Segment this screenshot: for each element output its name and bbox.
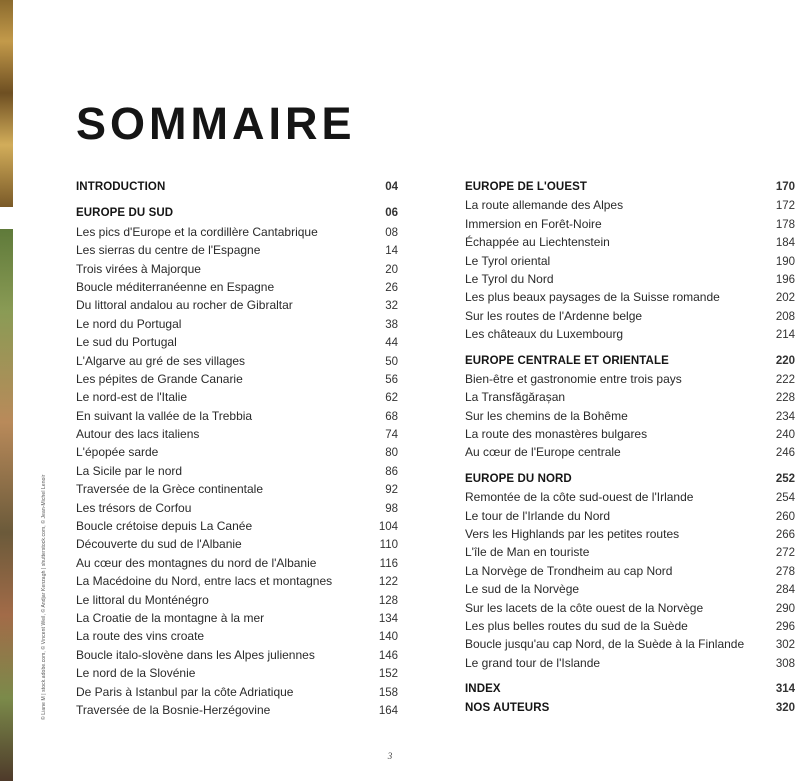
toc-entry [76, 591, 398, 609]
toc-entry [465, 288, 795, 306]
entry-page-number: 272 [775, 547, 795, 560]
toc-entry [76, 370, 398, 388]
toc-entry [76, 701, 398, 719]
entry-page-number: 26 [385, 281, 398, 294]
toc-entry [76, 572, 398, 590]
toc-entry [465, 325, 795, 343]
entry-page-number: 158 [378, 686, 398, 699]
toc-entry [76, 480, 398, 498]
entry-page-number: 308 [775, 657, 795, 670]
section-title: EUROPE DU NORD [465, 472, 572, 485]
entry-page-number: 254 [775, 492, 795, 505]
entry-title: Boucle crétoise depuis La Canée [76, 519, 253, 534]
toc-entry [465, 507, 795, 525]
toc-entry [76, 609, 398, 627]
section-title: NOS AUTEURS [465, 701, 550, 714]
entry-title: Le nord de la Slovénie [76, 666, 196, 681]
toc-entry [76, 223, 398, 241]
page-title: SOMMAIRE [76, 98, 356, 149]
entry-page-number: 260 [775, 510, 795, 523]
toc-entry [465, 543, 795, 561]
entry-title: Les pépites de Grande Canarie [76, 371, 243, 386]
entry-page-number: 50 [385, 355, 398, 368]
entry-title: Les plus belles routes du sud de la Suède [465, 618, 688, 633]
entry-page-number: 222 [775, 373, 795, 386]
entry-page-number: 32 [385, 300, 398, 313]
toc-entry [465, 425, 795, 443]
entry-page-number: 110 [379, 539, 398, 552]
toc-entry [76, 278, 398, 296]
toc-entry [76, 535, 398, 553]
entry-title: Sur les routes de l'Ardenne belge [465, 308, 643, 323]
section-heading-introduction [76, 178, 398, 196]
section-heading-europe-de-l-ouest [465, 178, 795, 196]
entry-title: Découverte du sud de l'Albanie [76, 537, 242, 552]
toc-section-europe-centrale-et-orientale [465, 352, 795, 462]
toc-entry [465, 388, 795, 406]
toc-entry [465, 443, 795, 461]
toc-section-europe-de-l-ouest [465, 178, 795, 344]
toc-entry [76, 627, 398, 645]
toc-entry [465, 252, 795, 270]
toc-entry [465, 599, 795, 617]
entry-title: Au cœur de l'Europe centrale [465, 445, 621, 460]
toc-right-column [465, 178, 795, 725]
entry-page-number: 214 [775, 329, 795, 342]
entry-page-number: 104 [378, 521, 398, 534]
entry-page-number: 122 [378, 576, 398, 589]
entry-page-number: 140 [378, 631, 398, 644]
toc-entry [76, 462, 398, 480]
toc-entry [465, 215, 795, 233]
entry-title: Échappée au Liechtenstein [465, 235, 610, 250]
entry-title: En suivant la vallée de la Trebbia [76, 408, 253, 423]
toc-entry [465, 270, 795, 288]
photo-gap [0, 207, 13, 229]
toc-entry [76, 443, 398, 461]
entry-title: Les plus beaux paysages de la Suisse romande [465, 290, 720, 305]
entry-title: Remontée de la côte sud-ouest de l'Irlande [465, 490, 694, 505]
section-heading-index [465, 680, 795, 698]
entry-page-number: 92 [385, 484, 398, 497]
entry-page-number: 152 [378, 668, 398, 681]
section-heading-nos-auteurs [465, 699, 795, 717]
left-photo-strip [0, 0, 13, 781]
entry-page-number: 68 [385, 410, 398, 423]
entry-page-number: 172 [775, 200, 795, 213]
entry-page-number: 208 [775, 310, 795, 323]
entry-page-number: 128 [378, 594, 398, 607]
entry-page-number: 184 [775, 237, 795, 250]
toc-entry [76, 260, 398, 278]
toc-entry [76, 315, 398, 333]
entry-title: Traversée de la Grèce continentale [76, 482, 263, 497]
entry-title: Bien-être et gastronomie entre trois pays [465, 371, 682, 386]
section-page-number: 314 [775, 683, 795, 696]
photo-credits: © Liane M | stock.adobe.com, © Vincent Weil, © Andjar Kenzagh | shutterstock.com, © Jean-Michel Lenoir [41, 474, 47, 720]
entry-page-number: 202 [775, 292, 795, 305]
toc-entry [76, 683, 398, 701]
entry-page-number: 178 [775, 218, 795, 231]
toc-entry [465, 562, 795, 580]
entry-title: La Croatie de la montagne à la mer [76, 610, 265, 625]
entry-title: Le sud de la Norvège [465, 582, 580, 597]
toc-entry [465, 654, 795, 672]
entry-title: Les sierras du centre de l'Espagne [76, 243, 261, 258]
toc-section-index [465, 680, 795, 698]
toc-entry [465, 617, 795, 635]
toc-section-nos-auteurs [465, 699, 795, 717]
entry-page-number: 38 [385, 318, 398, 331]
entry-title: La Norvège de Trondheim au cap Nord [465, 563, 673, 578]
entry-page-number: 302 [775, 639, 795, 652]
entry-page-number: 278 [775, 565, 795, 578]
toc-entry [76, 664, 398, 682]
section-page-number: 220 [775, 354, 795, 367]
entry-title: Vers les Highlands par les petites routes [465, 527, 680, 542]
entry-page-number: 08 [385, 226, 398, 239]
section-title: EUROPE CENTRALE ET ORIENTALE [465, 354, 669, 367]
toc-entry [76, 388, 398, 406]
entry-page-number: 234 [775, 410, 795, 423]
entry-page-number: 196 [775, 273, 795, 286]
entry-title: La route allemande des Alpes [465, 198, 624, 213]
entry-title: La route des vins croate [76, 629, 205, 644]
entry-title: La route des monastères bulgares [465, 427, 648, 442]
section-page-number: 170 [775, 181, 795, 193]
photo-top [0, 0, 13, 207]
entry-title: Autour des lacs italiens [76, 427, 200, 442]
entry-page-number: 228 [775, 392, 795, 405]
toc-entry [465, 196, 795, 214]
entry-page-number: 44 [385, 337, 398, 350]
entry-title: Le nord du Portugal [76, 316, 182, 331]
entry-page-number: 86 [385, 465, 398, 478]
toc-entry [76, 333, 398, 351]
entry-title: Sur les lacets de la côte ouest de la Norvège [465, 600, 704, 615]
entry-page-number: 266 [775, 529, 795, 542]
section-page-number: 252 [775, 472, 795, 485]
entry-title: Traversée de la Bosnie-Herzégovine [76, 702, 271, 717]
entry-title: La Sicile par le nord [76, 463, 183, 478]
entry-title: Boucle jusqu'au cap Nord, de la Suède à la Finlande [465, 637, 745, 652]
toc-entry [76, 554, 398, 572]
toc-entry [465, 635, 795, 653]
toc-entry [76, 296, 398, 314]
toc-entry [465, 580, 795, 598]
toc-entry [76, 407, 398, 425]
entry-title: L'île de Man en touriste [465, 545, 590, 560]
entry-title: Le nord-est de l'Italie [76, 390, 188, 405]
toc-left-column [76, 178, 398, 727]
entry-title: Le grand tour de l'Islande [465, 655, 601, 670]
section-title: EUROPE DU SUD [76, 207, 174, 220]
toc-entry [465, 407, 795, 425]
entry-title: Au cœur des montagnes du nord de l'Albanie [76, 555, 317, 570]
entry-page-number: 284 [775, 584, 795, 597]
toc-section-europe-du-nord [465, 470, 795, 672]
entry-page-number: 116 [379, 557, 398, 570]
toc-entry [465, 488, 795, 506]
section-title: INTRODUCTION [76, 181, 166, 193]
entry-title: Du littoral andalou au rocher de Gibraltar [76, 298, 293, 313]
toc-entry [465, 525, 795, 543]
entry-title: La Transfăgărașan [465, 390, 566, 405]
entry-title: Trois virées à Majorque [76, 261, 201, 276]
entry-title: Le Tyrol du Nord [465, 271, 554, 286]
entry-title: L'épopée sarde [76, 445, 159, 460]
entry-page-number: 62 [385, 392, 398, 405]
entry-page-number: 164 [378, 704, 398, 717]
entry-title: Le Tyrol oriental [465, 253, 551, 268]
toc-entry [465, 370, 795, 388]
entry-page-number: 20 [385, 263, 398, 276]
toc-entry [465, 233, 795, 251]
entry-title: Les châteaux du Luxembourg [465, 327, 624, 342]
entry-page-number: 290 [775, 602, 795, 615]
toc-entry [76, 646, 398, 664]
page-number: 3 [387, 751, 393, 761]
entry-page-number: 56 [385, 373, 398, 386]
entry-page-number: 146 [378, 649, 398, 662]
toc-entry [465, 307, 795, 325]
toc-entry [76, 517, 398, 535]
toc-section-europe-du-sud [76, 204, 398, 719]
section-page-number: 06 [385, 207, 398, 220]
section-page-number: 04 [385, 181, 398, 193]
entry-title: De Paris à Istanbul par la côte Adriatique [76, 684, 294, 699]
toc-entry [76, 241, 398, 259]
entry-page-number: 134 [378, 612, 398, 625]
toc-entry [76, 425, 398, 443]
toc-entry [76, 352, 398, 370]
section-title: INDEX [465, 683, 501, 696]
entry-title: La Macédoine du Nord, entre lacs et montagnes [76, 574, 333, 589]
photo-bottom [0, 229, 13, 781]
entry-page-number: 190 [775, 255, 795, 268]
entry-title: Le littoral du Monténégro [76, 592, 209, 607]
section-page-number: 320 [775, 701, 795, 714]
entry-page-number: 98 [385, 502, 398, 515]
toc-section-introduction [76, 178, 398, 196]
entry-page-number: 296 [775, 620, 795, 633]
entry-title: Boucle méditerranéenne en Espagne [76, 279, 275, 294]
section-heading-europe-du-nord [465, 470, 795, 488]
section-title: EUROPE DE L'OUEST [465, 181, 588, 193]
entry-page-number: 80 [385, 447, 398, 460]
entry-title: Le tour de l'Irlande du Nord [465, 508, 611, 523]
entry-title: Les pics d'Europe et la cordillère Cantabrique [76, 224, 318, 239]
toc-entry [76, 499, 398, 517]
entry-title: Immersion en Forêt-Noire [465, 216, 602, 231]
entry-title: L'Algarve au gré de ses villages [76, 353, 246, 368]
section-heading-europe-centrale-et-orientale [465, 352, 795, 370]
entry-page-number: 246 [775, 447, 795, 460]
entry-page-number: 74 [385, 429, 398, 442]
section-heading-europe-du-sud [76, 204, 398, 222]
entry-title: Le sud du Portugal [76, 335, 177, 350]
entry-title: Les trésors de Corfou [76, 500, 192, 515]
entry-title: Sur les chemins de la Bohême [465, 408, 628, 423]
entry-page-number: 240 [775, 429, 795, 442]
entry-title: Boucle italo-slovène dans les Alpes juliennes [76, 647, 315, 662]
entry-page-number: 14 [385, 245, 398, 258]
